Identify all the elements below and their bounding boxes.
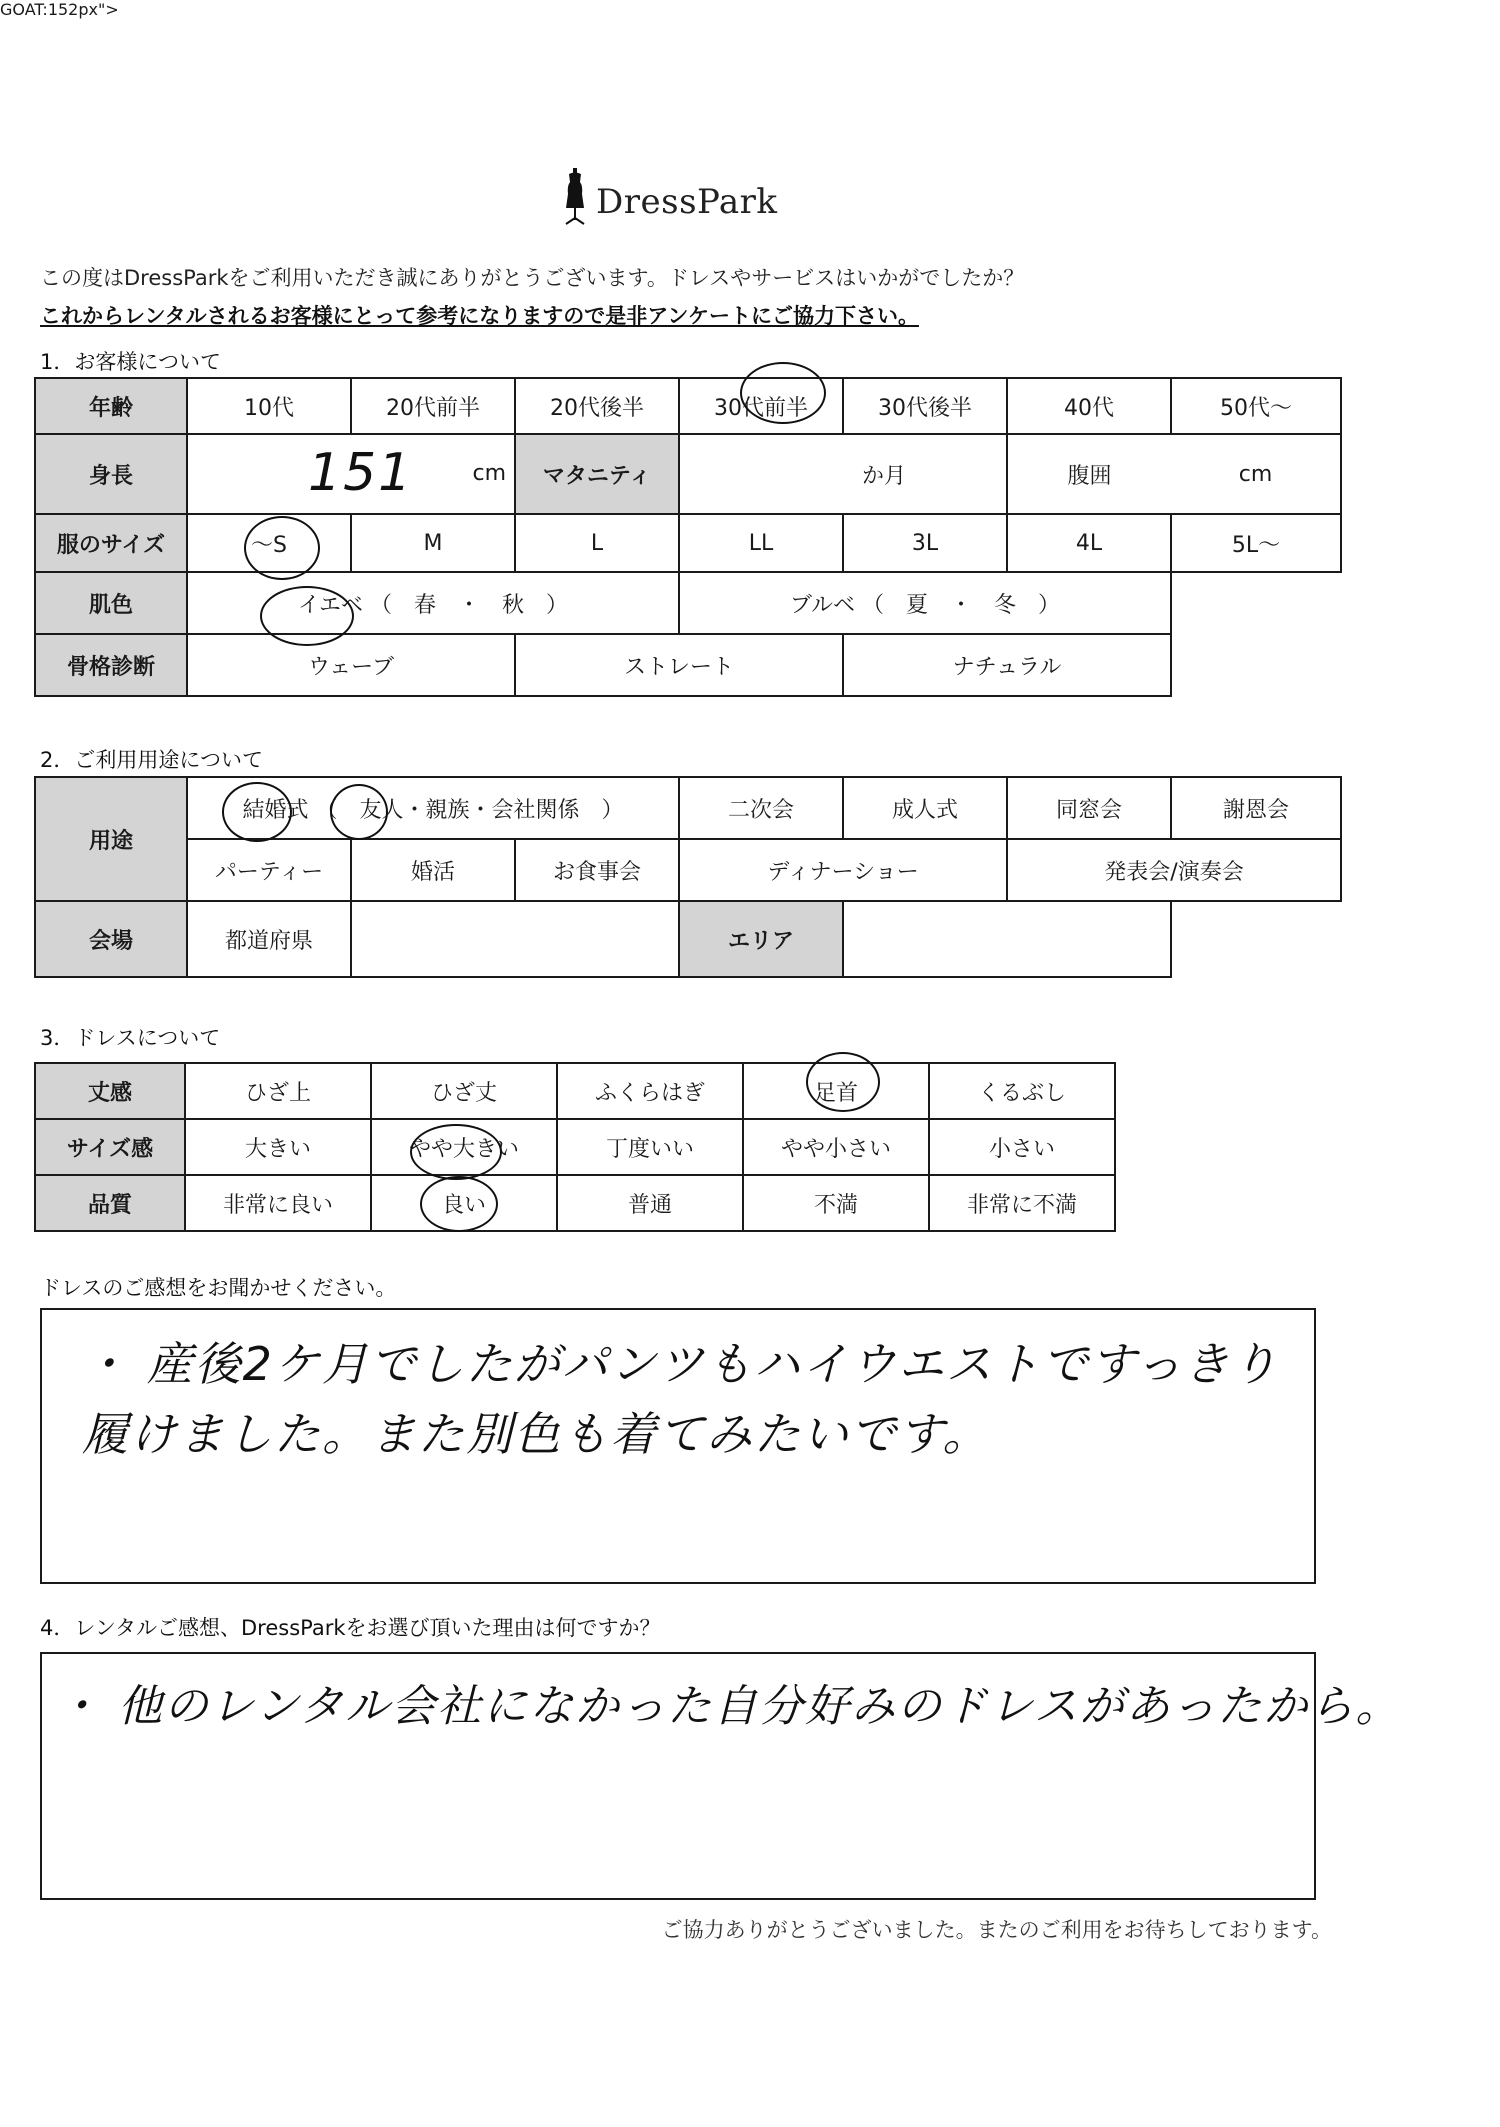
skin-blue-option[interactable] [679, 572, 1171, 634]
section2-title: 2．ご利用用途について [40, 748, 263, 772]
height-value: 151 [308, 443, 414, 503]
venue-row [35, 901, 1341, 977]
dress-comment-box[interactable] [40, 1308, 1316, 1584]
purpose-option[interactable]: 同窓会 [1007, 777, 1171, 839]
selection-circle [740, 362, 826, 424]
quality-option[interactable]: 良い [371, 1175, 557, 1231]
section4-title: 4．レンタルご感想、DressParkをお選び頂いた理由は何ですか？ [40, 1616, 661, 1640]
age-option[interactable]: 20代前半 [351, 378, 515, 434]
height-row [35, 434, 1341, 514]
size-option[interactable]: 4L [1007, 514, 1171, 572]
height-label: 身長 [35, 434, 187, 514]
skeleton-label: 骨格診断 [35, 634, 187, 696]
length-option[interactable]: ひざ上 [185, 1063, 371, 1119]
fit-option[interactable]: やや大きい [371, 1119, 557, 1175]
length-option[interactable]: ふくらはぎ [557, 1063, 743, 1119]
age-option[interactable]: 10代 [187, 378, 351, 434]
empty-cell [1171, 901, 1341, 977]
skin-blue-seasons: （ 夏 ・ 冬 ） [862, 592, 1061, 618]
length-option[interactable]: 足首 [743, 1063, 929, 1119]
selection-circle [410, 1124, 502, 1180]
skin-row [35, 572, 1341, 634]
purpose-option[interactable]: ディナーショー [679, 839, 1007, 901]
fit-option[interactable]: 小さい [929, 1119, 1115, 1175]
skeleton-option[interactable]: ナチュラル [843, 634, 1171, 696]
purpose-option[interactable]: お食事会 [515, 839, 679, 901]
fit-row [35, 1119, 1115, 1175]
height-field[interactable] [187, 434, 515, 514]
fit-option[interactable]: 丁度いい [557, 1119, 743, 1175]
logo-text: DressPark [596, 182, 778, 222]
prefecture-label: 都道府県 [187, 901, 351, 977]
skin-yellow-seasons: （ 春 ・ 秋 ） [370, 592, 569, 618]
selection-circle [260, 586, 354, 646]
reason-answer: ・ 他のレンタル会社になかった自分好みのドレスがあったから。 [56, 1681, 1402, 1732]
empty-cell [1171, 572, 1341, 634]
prefecture-field[interactable] [351, 901, 679, 977]
fit-option[interactable]: 大きい [185, 1119, 371, 1175]
purpose-option[interactable]: 謝恩会 [1171, 777, 1341, 839]
length-row [35, 1063, 1115, 1119]
skeleton-row [35, 634, 1341, 696]
age-option[interactable]: 30代後半 [843, 378, 1007, 434]
area-label: エリア [679, 901, 843, 977]
fit-label: サイズ感 [35, 1119, 185, 1175]
quality-option[interactable]: 非常に不満 [929, 1175, 1115, 1231]
skin-label: 肌色 [35, 572, 187, 634]
age-option[interactable]: 30代前半 [679, 378, 843, 434]
dress-comment-line1: ・ 産後2ケ月でしたがパンツもハイウエストですっきり [82, 1337, 1280, 1391]
intro-request: これからレンタルされるお客様にとって参考になりますので是非アンケートにご協力下さい。 [40, 304, 919, 328]
skeleton-option[interactable]: ウェーブ [187, 634, 515, 696]
dress-comment-line2: 履けました。また別色も着てみたいです。 [82, 1407, 991, 1461]
length-label: 丈感 [35, 1063, 185, 1119]
dress-form-icon [560, 168, 590, 228]
skin-blue: ブルベ [789, 592, 856, 618]
purpose-row-2 [35, 839, 1341, 901]
quality-option[interactable]: 非常に良い [185, 1175, 371, 1231]
purpose-option[interactable]: 二次会 [679, 777, 843, 839]
age-label: 年齢 [35, 378, 187, 434]
height-unit: cm [472, 461, 506, 486]
selection-circle [420, 1176, 498, 1232]
thanks-text: ご協力ありがとうございました。またのご利用をお待ちしております。 [661, 1918, 1332, 1942]
purpose-option[interactable]: 成人式 [843, 777, 1007, 839]
quality-label: 品質 [35, 1175, 185, 1231]
selection-circle [244, 516, 320, 580]
section3-title: 3．ドレスについて [40, 1026, 221, 1050]
waist-unit[interactable]: cm [1171, 434, 1341, 514]
quality-row [35, 1175, 1115, 1231]
selection-circle [806, 1052, 880, 1112]
dress-comment-prompt: ドレスのご感想をお聞かせください。 [40, 1276, 397, 1300]
length-option[interactable]: ひざ丈 [371, 1063, 557, 1119]
purpose-option[interactable]: 婚活 [351, 839, 515, 901]
selection-circle [222, 782, 292, 842]
section1-title: 1．お客様について [40, 350, 221, 374]
size-option[interactable]: M [351, 514, 515, 572]
size-option[interactable]: LL [679, 514, 843, 572]
age-option[interactable]: 20代後半 [515, 378, 679, 434]
age-option[interactable]: 50代〜 [1171, 378, 1341, 434]
month-unit: か月 [861, 463, 906, 489]
size-option[interactable]: 〜S [187, 514, 351, 572]
size-option[interactable]: 3L [843, 514, 1007, 572]
intro-text: この度はDressParkをご利用いただき誠にありがとうございます。ドレスやサービスはいかがでしたか？ [40, 266, 1025, 290]
maternity-months-field[interactable] [679, 434, 1007, 514]
maternity-label: マタニティ [515, 434, 679, 514]
size-option[interactable]: 5L〜 [1171, 514, 1341, 572]
dresspark-logo [560, 168, 800, 228]
empty-cell [1171, 634, 1341, 696]
area-field[interactable] [843, 901, 1171, 977]
skeleton-option[interactable]: ストレート [515, 634, 843, 696]
age-option[interactable]: 40代 [1007, 378, 1171, 434]
waist-label: 腹囲 [1007, 434, 1171, 514]
venue-label: 会場 [35, 901, 187, 977]
size-label: 服のサイズ [35, 514, 187, 572]
skin-yellow: イエベ [297, 592, 364, 618]
size-option[interactable]: L [515, 514, 679, 572]
fit-option[interactable]: やや小さい [743, 1119, 929, 1175]
selection-circle [330, 784, 388, 840]
length-option[interactable]: くるぶし [929, 1063, 1115, 1119]
purpose-option[interactable]: 発表会/演奏会 [1007, 839, 1341, 901]
purpose-wedding-relations: （ 友人・親族・会社関係 ） [315, 797, 624, 823]
quality-option[interactable]: 不満 [743, 1175, 929, 1231]
size-row [35, 514, 1341, 572]
purpose-wedding: 結婚式 [242, 797, 309, 823]
dress-table [34, 1062, 1116, 1232]
age-row [35, 378, 1341, 434]
skin-yellow-option[interactable] [187, 572, 679, 634]
customer-table [34, 377, 1342, 697]
purpose-option[interactable]: パーティー [187, 839, 351, 901]
quality-option[interactable]: 普通 [557, 1175, 743, 1231]
purpose-label: 用途 [35, 777, 187, 901]
